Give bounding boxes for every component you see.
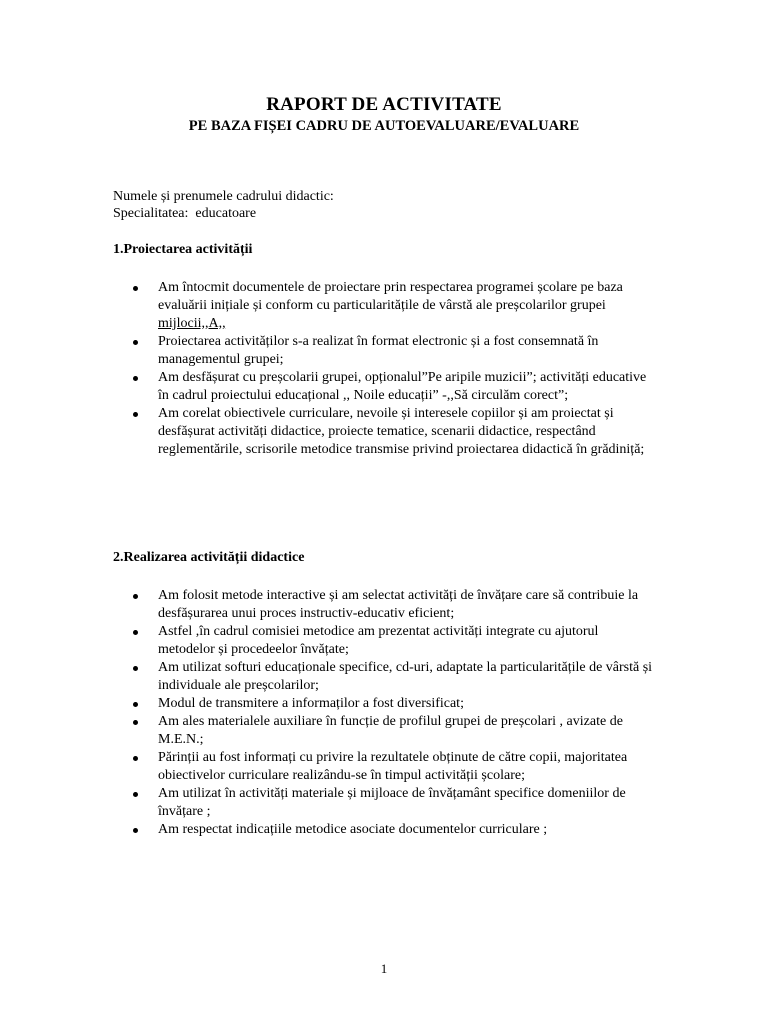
design-bullet-list [113, 279, 653, 459]
bullet-icon [133, 828, 138, 833]
report-subtitle: PE BAZA FIȘEI CADRU DE AUTOEVALUARE/EVALUARE [188, 118, 580, 134]
list-item [113, 369, 653, 405]
list-item [113, 405, 653, 459]
bullet-icon [133, 702, 138, 707]
section-heading-teaching: 2.Realizarea activității didactice [113, 550, 305, 565]
specialty-line [113, 206, 256, 222]
list-item-text: Modul de transmitere a informaților a fost diversificat; [158, 696, 464, 711]
bullet-icon [133, 594, 138, 599]
list-item-text: Am corelat obiectivele curriculare, nevoile și interesele copiilor și am proiectat și desfășurat activități didactice, proiecte tematice, scenarii didactice, respectând reglementările, scrisorile metodice transmise privind proiectarea didactică în grădiniță; [158, 406, 645, 457]
list-item [113, 279, 653, 333]
list-item-text: Am utilizat în activități materiale și mijloace de învățamânt specifice domeniilor de învățare ; [158, 786, 626, 819]
specialty-value: educatoare [195, 206, 257, 221]
list-item-text: Am desfășurat cu preșcolarii grupei, opționalul”Pe aripile muzicii”; activități educative în cadrul proiectului educațional ,, Noile educații” -,,Să circulăm corect”; [158, 370, 647, 403]
bullet-icon [133, 720, 138, 725]
specialty-label: Specialitatea: [113, 206, 189, 221]
list-item [113, 333, 653, 369]
teacher-name-line: Numele și prenumele cadrului didactic: [113, 189, 334, 204]
list-item [113, 713, 653, 749]
group-name: mijlocii,,A,, [158, 316, 226, 331]
bullet-icon [133, 340, 138, 345]
list-item [113, 587, 653, 623]
list-item [113, 785, 653, 821]
bullet-icon [133, 666, 138, 671]
bullet-icon [133, 756, 138, 761]
report-title: RAPORT DE ACTIVITATE [266, 94, 502, 115]
list-item [113, 659, 653, 695]
bullet-icon [133, 792, 138, 797]
list-item [113, 623, 653, 659]
list-item [113, 749, 653, 785]
list-item-text: Am ales materialele auxiliare în funcție de profilul grupei de preșcolari , avizate de M.E.N.; [158, 714, 623, 747]
bullet-icon [133, 412, 138, 417]
list-item-text: Am respectat indicațiile metodice asociate documentelor curriculare ; [158, 822, 548, 837]
list-item-text: Am folosit metode interactive și am selectat activități de învățare care să contribuie la desfășurarea unui proces instructiv-educativ eficient; [158, 588, 639, 621]
teaching-bullet-list [113, 587, 653, 839]
list-item-text: Părinții au fost informați cu privire la rezultatele obținute de către copii, majoritatea obiectivelor curriculare realizându-se în timpul activității școlare; [158, 750, 628, 783]
list-item-text: Am întocmit documentele de proiectare prin respectarea programei școlare pe baza evaluării inițiale și conform cu particularitățile de vârstă ale preșcolarilor grupei [158, 280, 623, 313]
bullet-icon [133, 286, 138, 291]
list-item-text: Am utilizat softuri educaționale specifice, cd-uri, adaptate la particularitățile de vârstă și individuale ale preșcolarilor; [158, 660, 653, 693]
bullet-icon [133, 376, 138, 381]
page-number: 1 [380, 961, 388, 976]
list-item-text: Proiectarea activităților s-a realizat în format electronic și a fost consemnată în managementul grupei; [158, 334, 599, 367]
list-item [113, 821, 653, 839]
list-item-text: Astfel ,în cadrul comisiei metodice am prezentat activități integrate cu ajutorul metodelor și procedeelor învățate; [158, 624, 599, 657]
section-heading-design: 1.Proiectarea activității [113, 242, 253, 257]
list-item [113, 695, 653, 713]
bullet-icon [133, 630, 138, 635]
